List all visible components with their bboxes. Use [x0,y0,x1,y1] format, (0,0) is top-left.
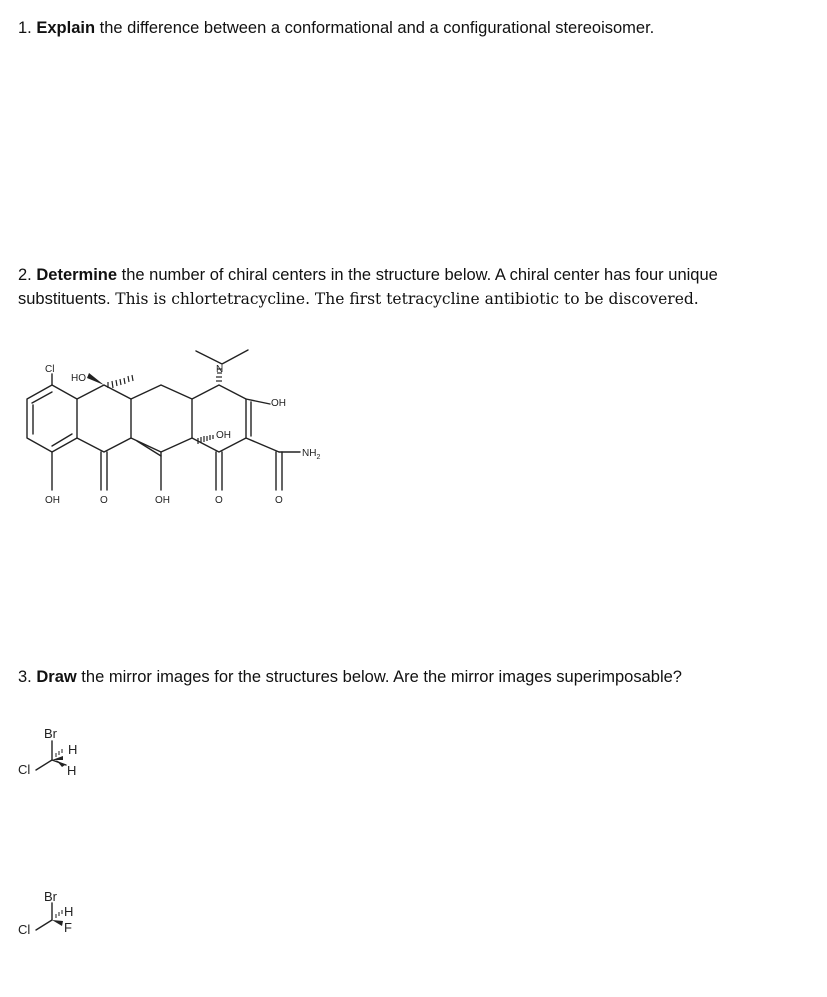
question-note: This is chlortetracycline. The first tetracycline antibiotic to be discovered. [115,290,699,308]
structure-b [0,884,110,944]
label-oh-center: OH [216,430,231,441]
question-number: 2. [18,266,32,284]
label-cl: Cl [18,922,31,937]
question-keyword: Determine [36,266,118,284]
label-cl: Cl [45,364,55,375]
label-br: Br [44,726,57,741]
question-2 [18,263,808,311]
chlortetracycline-structure [0,330,360,520]
label-br: Br [44,889,57,904]
label-h-bottom: H [67,763,77,778]
label-f: F [64,920,72,935]
label-nh2-subscript: 2 [316,454,321,461]
question-text: the number of chiral centers in the structure below. A chiral center has four unique substituents. [18,266,718,308]
question-number: 1. [18,19,32,37]
question-keyword: Explain [36,19,96,37]
label-oh-right: OH [271,398,286,409]
label-h-top: H [64,904,74,919]
label-o-bottom-3: O [275,495,283,506]
label-o-bottom-2: O [215,495,223,506]
question-text: the mirror images for the structures below. Are the mirror images superimposable? [76,668,682,686]
question-number: 3. [18,668,32,686]
label-n: N [216,364,224,375]
question-3 [18,665,682,689]
question-keyword: Draw [36,668,77,686]
label-h-top: H [68,742,78,757]
question-text: the difference between a conformational and a configurational stereoisomer. [95,19,655,37]
structure-a [0,718,110,788]
question-1 [18,16,654,40]
label-o-bottom-1: O [100,495,108,506]
label-cl: Cl [18,762,31,777]
label-ho: HO [71,373,86,384]
label-nh: NH [302,448,317,459]
label-oh-bottom-2: OH [155,495,170,506]
label-oh-bottom-1: OH [45,495,60,506]
label-nh2 [302,448,320,461]
